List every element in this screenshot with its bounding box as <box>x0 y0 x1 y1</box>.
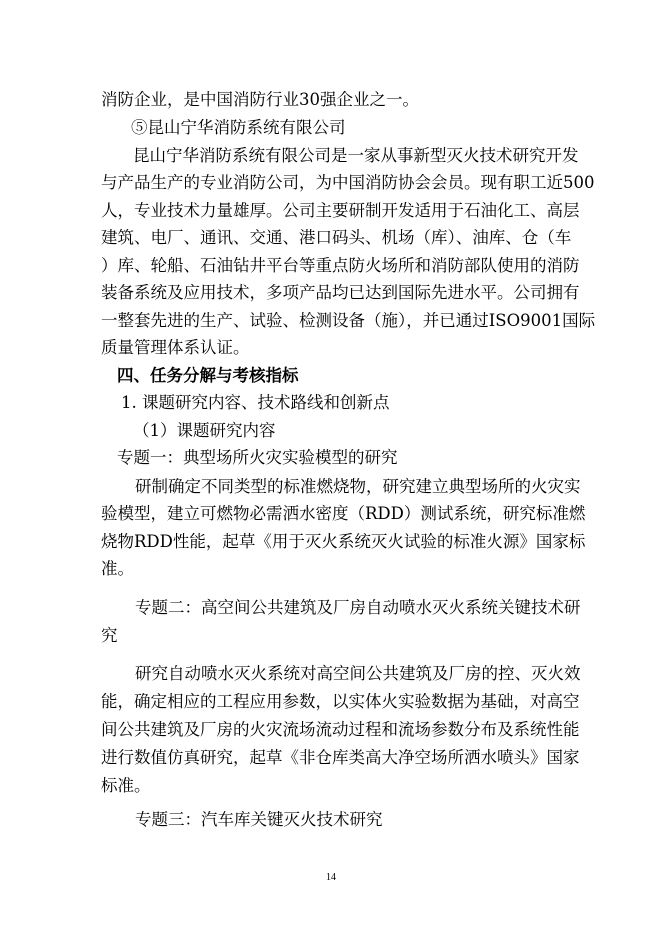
paragraph-line: 进行数值仿真研究，起草《非仓库类高大净空场所洒水喷头》国家 <box>101 748 580 767</box>
topic-heading: 专题三：汽车库关键灭火技术研究 <box>135 810 383 829</box>
paragraph-line: 标准。 <box>101 776 151 795</box>
topic-heading: 专题二：高空间公共建筑及厂房自动喷水灭火系统关键技术研 <box>135 598 581 617</box>
paragraph-line: 与产品生产的专业消防公司，为中国消防协会会员。现有职工近500 <box>101 173 595 192</box>
paragraph-line: 能，确定相应的工程应用参数，以实体火实验数据为基础，对高空 <box>101 692 580 711</box>
paragraph-line: 装备系统及应用技术，多项产品均已达到国际先进水平。公司拥有 <box>101 283 580 302</box>
paragraph-line: 一整套先进的生产、试验、检测设备（施），并已通过ISO9001国际 <box>101 311 596 330</box>
paragraph-line: 建筑、电厂、通讯、交通、港口码头、机场（库）、油库、仓（车 <box>101 228 572 247</box>
paragraph-line: 人，专业技术力量雄厚。公司主要研制开发适用于石油化工、高层 <box>101 201 580 220</box>
paragraph-line: 消防企业，是中国消防行业30强企业之一。 <box>101 90 419 109</box>
subsection-heading: （1）课题研究内容 <box>133 421 276 440</box>
paragraph-line: 准。 <box>101 559 134 578</box>
paragraph-line: 验模型，建立可燃物必需洒水密度（RDD）测试系统，研究标准燃 <box>101 504 586 523</box>
paragraph-line: 昆山宁华消防系统有限公司是一家从事新型灭火技术研究开发 <box>133 146 579 165</box>
page-number: 14 <box>326 872 336 883</box>
paragraph-line: 间公共建筑及厂房的火灾流场流动过程和流场参数分布及系统性能 <box>101 720 580 739</box>
paragraph-line: 研究自动喷水灭火系统对高空间公共建筑及厂房的控、灭火效 <box>135 664 581 683</box>
subsection-heading: 1. 课题研究内容、技术路线和创新点 <box>121 393 390 412</box>
paragraph-line: 研制确定不同类型的标准燃烧物，研究建立典型场所的火灾实 <box>135 477 581 496</box>
paragraph-line: 质量管理体系认证。 <box>101 338 250 357</box>
topic-heading: 专题一：典型场所火灾实验模型的研究 <box>117 448 398 467</box>
section-heading: 四、任务分解与考核指标 <box>117 366 299 385</box>
paragraph-line: 烧物RDD性能，起草《用于灭火系统灭火试验的标准火源》国家标 <box>101 532 586 551</box>
paragraph-line: ）库、轮船、石油钻井平台等重点防火场所和消防部队使用的消防 <box>101 256 580 275</box>
topic-heading: 究 <box>101 626 118 645</box>
company-heading: ⑤昆山宁华消防系统有限公司 <box>131 118 346 137</box>
